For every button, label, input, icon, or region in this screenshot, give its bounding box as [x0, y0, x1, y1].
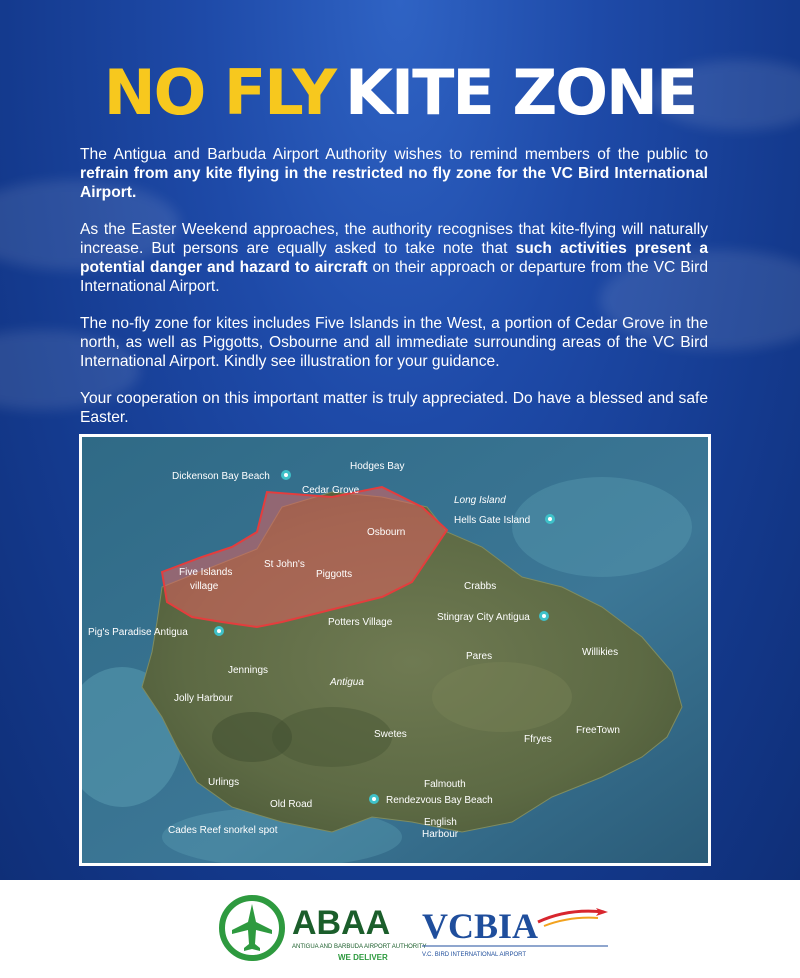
- map-label: Osbourn: [367, 527, 406, 538]
- map-label: Stingray City Antigua: [437, 612, 530, 623]
- map-label: Pig's Paradise Antigua: [88, 627, 188, 638]
- map-label: Hells Gate Island: [454, 515, 531, 526]
- vcbia-name: VCBIA: [422, 906, 539, 946]
- map-label: Crabbs: [464, 581, 497, 592]
- pin-icon: [281, 470, 291, 480]
- terrain: [212, 712, 292, 762]
- map-label: Jennings: [228, 665, 269, 676]
- map-label: Old Road: [270, 799, 313, 810]
- paragraph-3: The no-fly zone for kites includes Five Islands in the West, a portion of Cedar Grove in the north, as well as Piggotts, Osbourne and all immediate surrounding areas of the VC Bird International Airport. Kindly see illustration for your guidance.: [80, 315, 708, 370]
- headline-part1: NO FLY: [103, 56, 336, 129]
- map-label: Cedar Grove: [302, 485, 360, 496]
- headline-part2: KITE ZONE: [345, 56, 697, 129]
- abaa-fullname: ANTIGUA AND BARBUDA AIRPORT AUTHORITY: [292, 944, 427, 950]
- swoosh-icon: [544, 918, 598, 926]
- map-label: Harbour: [422, 829, 459, 840]
- pin-icon: [369, 794, 379, 804]
- headline: [0, 56, 800, 129]
- map-label: Five Islands: [179, 567, 233, 578]
- vcbia-logo: [418, 894, 618, 964]
- map-label: Urlings: [208, 777, 240, 788]
- map-label: Jolly Harbour: [174, 693, 233, 704]
- pin-icon: [214, 626, 224, 636]
- abaa-tagline: WE DELIVER: [338, 953, 388, 962]
- pin-icon: [545, 514, 555, 524]
- body-copy: [80, 145, 708, 445]
- map-label: Long Island: [454, 495, 506, 506]
- map-label: Pares: [466, 651, 493, 662]
- map-label: English: [424, 817, 457, 828]
- map-label: Antigua: [330, 677, 364, 688]
- paragraph-1: The Antigua and Barbuda Airport Authority wishes to remind members of the public to refrain from any kite flying in the restricted no fly zone for the VC Bird International Airport.: [80, 146, 708, 201]
- map-label: St John's: [264, 559, 305, 570]
- map-label: Rendezvous Bay Beach: [386, 795, 493, 806]
- map-canvas: [82, 437, 708, 863]
- abaa-name: ABAA: [292, 904, 391, 942]
- map-label: Dickenson Bay Beach: [172, 471, 270, 482]
- map-label: Swetes: [374, 729, 407, 740]
- footer: [0, 880, 800, 978]
- map-label: village: [190, 581, 219, 592]
- map-label: Willikies: [582, 647, 619, 658]
- pin-icon: [539, 611, 549, 621]
- terrain: [432, 662, 572, 732]
- swoosh-icon: [538, 911, 604, 922]
- abaa-emblem: [222, 898, 282, 958]
- map-label: Cades Reef snorkel spot: [168, 825, 278, 836]
- map-label: Piggotts: [316, 569, 353, 580]
- reef-northeast: [512, 477, 692, 577]
- map-label: Ffryes: [524, 734, 552, 745]
- paragraph-4: Your cooperation on this important matter is truly appreciated. Do have a blessed and safe Easter.: [80, 390, 708, 426]
- map-label: Hodges Bay: [350, 461, 405, 472]
- vcbia-subtitle: V.C. BIRD INTERNATIONAL AIRPORT: [422, 952, 527, 958]
- satellite-map: [79, 434, 711, 866]
- paragraph-2: As the Easter Weekend approaches, the authority recognises that kite-flying will naturally increase. But persons are equally asked to take note that such activities present a potential danger and hazard to aircraft on their approach or departure from the VC Bird International Airport.: [80, 221, 709, 295]
- map-label: FreeTown: [576, 725, 620, 736]
- map-label: Falmouth: [424, 779, 466, 790]
- map-label: Potters Village: [328, 617, 393, 628]
